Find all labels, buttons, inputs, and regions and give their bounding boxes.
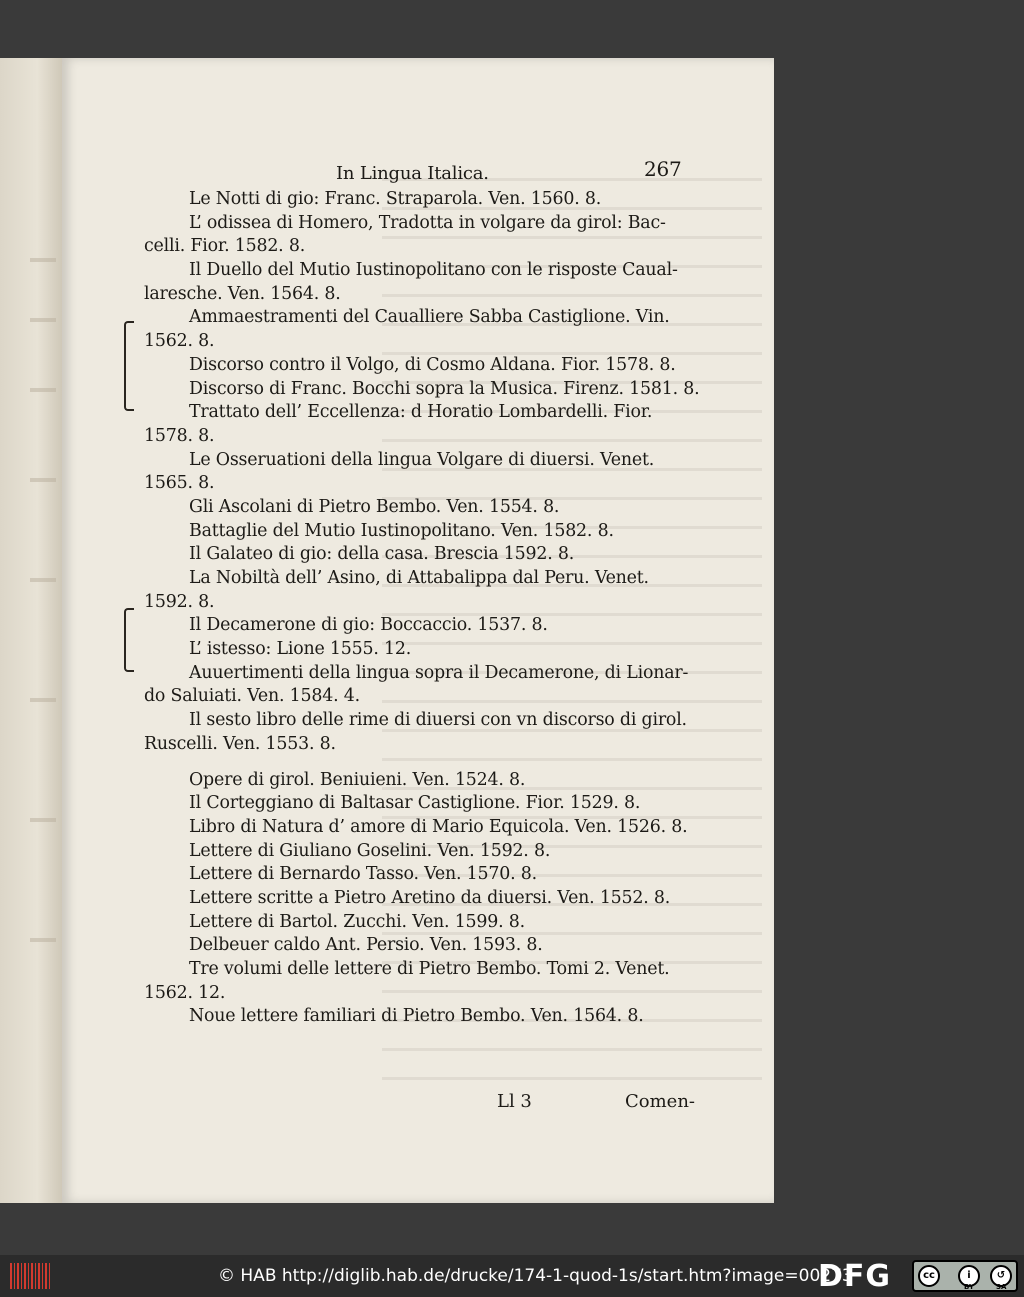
entry-line: celli. Fior. 1582. 8. xyxy=(144,236,306,257)
entry-line: Gli Ascolani di Pietro Bembo. Ven. 1554. 8. xyxy=(189,496,560,517)
by-label: BY xyxy=(964,1283,975,1291)
entry-line: Tre volumi delle lettere di Pietro Bembo. Tomi 2. Venet. xyxy=(189,959,670,979)
catchword: Comen- xyxy=(625,1091,696,1112)
entry-line: Le Osseruationi della lingua Volgare di diuersi. Venet. xyxy=(189,449,655,470)
entry-line: Il Duello del Mutio Iustinopolitano con le risposte Caual- xyxy=(189,260,678,281)
entry-line: Le Notti di gio: Franc. Straparola. Ven. 1560. 8. xyxy=(189,189,602,209)
signature-mark: Ll 3 xyxy=(497,1091,532,1112)
page-header xyxy=(144,158,704,188)
entry-line: Auuertimenti della lingua sopra il Decamerone, di Lionar- xyxy=(189,662,689,683)
by-icon: i xyxy=(958,1265,980,1287)
bibliography-list xyxy=(144,188,704,1029)
entry-line: Noue lettere familiari di Pietro Bembo. Ven. 1564. 8. xyxy=(189,1006,644,1027)
entry-line: Libro di Natura d’ amore di Mario Equicola. Ven. 1526. 8. xyxy=(189,816,688,837)
entry-line: Il Galateo di gio: della casa. Brescia 1592. 8. xyxy=(189,544,575,565)
entry-line: Trattato dell’ Eccellenza: d Horatio Lombardelli. Fior. xyxy=(189,402,653,423)
entry-line: 1562. 12. xyxy=(144,982,226,1003)
entry-line: do Saluiati. Ven. 1584. 4. xyxy=(144,686,360,707)
entry-line: Lettere di Giuliano Goselini. Ven. 1592. 8. xyxy=(189,840,551,861)
entry-line: L’ istesso: Lione 1555. 12. xyxy=(189,639,412,660)
page-foot xyxy=(497,1091,777,1119)
entry-line: 1592. 8. xyxy=(144,591,215,612)
entry-line: L’ odissea di Homero, Tradotta in volgare da girol: Bac- xyxy=(189,212,666,233)
page-number: 267 xyxy=(644,157,682,181)
entry-line: Il sesto libro delle rime di diuersi con vn discorso di girol. xyxy=(189,710,687,731)
entry-line: Discorso di Franc. Bocchi sopra la Musica. Firenz. 1581. 8. xyxy=(189,378,700,399)
footer-bar xyxy=(0,1255,1024,1297)
entry-line: laresche. Ven. 1564. 8. xyxy=(144,283,341,304)
credit-link[interactable]: © HAB http://diglib.hab.de/drucke/174-1-quod-1s/start.htm?image=00273 xyxy=(218,1266,853,1286)
entry-line: Il Corteggiano di Baltasar Castiglione. Fior. 1529. 8. xyxy=(189,793,641,814)
entry-line: Discorso contro il Volgo, di Cosmo Aldana. Fior. 1578. 8. xyxy=(189,354,676,375)
entry-line: 1562. 8. xyxy=(144,331,215,352)
entry-line: Il Decamerone di gio: Boccaccio. 1537. 8. xyxy=(189,615,548,636)
running-title: In Lingua Italica. xyxy=(336,163,489,184)
margin-bracket xyxy=(124,321,134,411)
entry-line: Opere di girol. Beniuieni. Ven. 1524. 8. xyxy=(189,769,526,790)
entry-line: 1578. 8. xyxy=(144,425,215,446)
entry-line: Ruscelli. Ven. 1553. 8. xyxy=(144,733,336,754)
dfg-logo: DFG xyxy=(818,1259,892,1294)
entry-line: Delbeuer caldo Ant. Persio. Ven. 1593. 8. xyxy=(189,935,543,956)
entry-line: La Nobiltà dell’ Asino, di Attabalippa dal Peru. Venet. xyxy=(189,568,649,588)
sa-label: SA xyxy=(996,1283,1007,1291)
barcode-icon xyxy=(10,1263,50,1289)
cc-icon: cc xyxy=(918,1265,940,1287)
margin-bracket xyxy=(124,608,134,672)
entry-line: Lettere di Bartol. Zucchi. Ven. 1599. 8. xyxy=(189,911,525,932)
page-text xyxy=(144,158,704,1029)
entry-line: Battaglie del Mutio Iustinopolitano. Ven. 1582. 8. xyxy=(189,520,614,541)
entry-line: Lettere di Bernardo Tasso. Ven. 1570. 8. xyxy=(189,864,537,885)
entry-gap xyxy=(144,757,704,769)
entry-line: Lettere scritte a Pietro Aretino da diuersi. Ven. 1552. 8. xyxy=(189,887,671,908)
cc-license-badge[interactable] xyxy=(912,1260,1018,1292)
entry-line: 1565. 8. xyxy=(144,473,215,494)
book-page xyxy=(62,58,774,1203)
entry-line: Ammaestramenti del Caualliere Sabba Castiglione. Vin. xyxy=(189,307,670,328)
left-page-edge xyxy=(0,58,62,1203)
sa-icon: ↺ xyxy=(990,1265,1012,1287)
